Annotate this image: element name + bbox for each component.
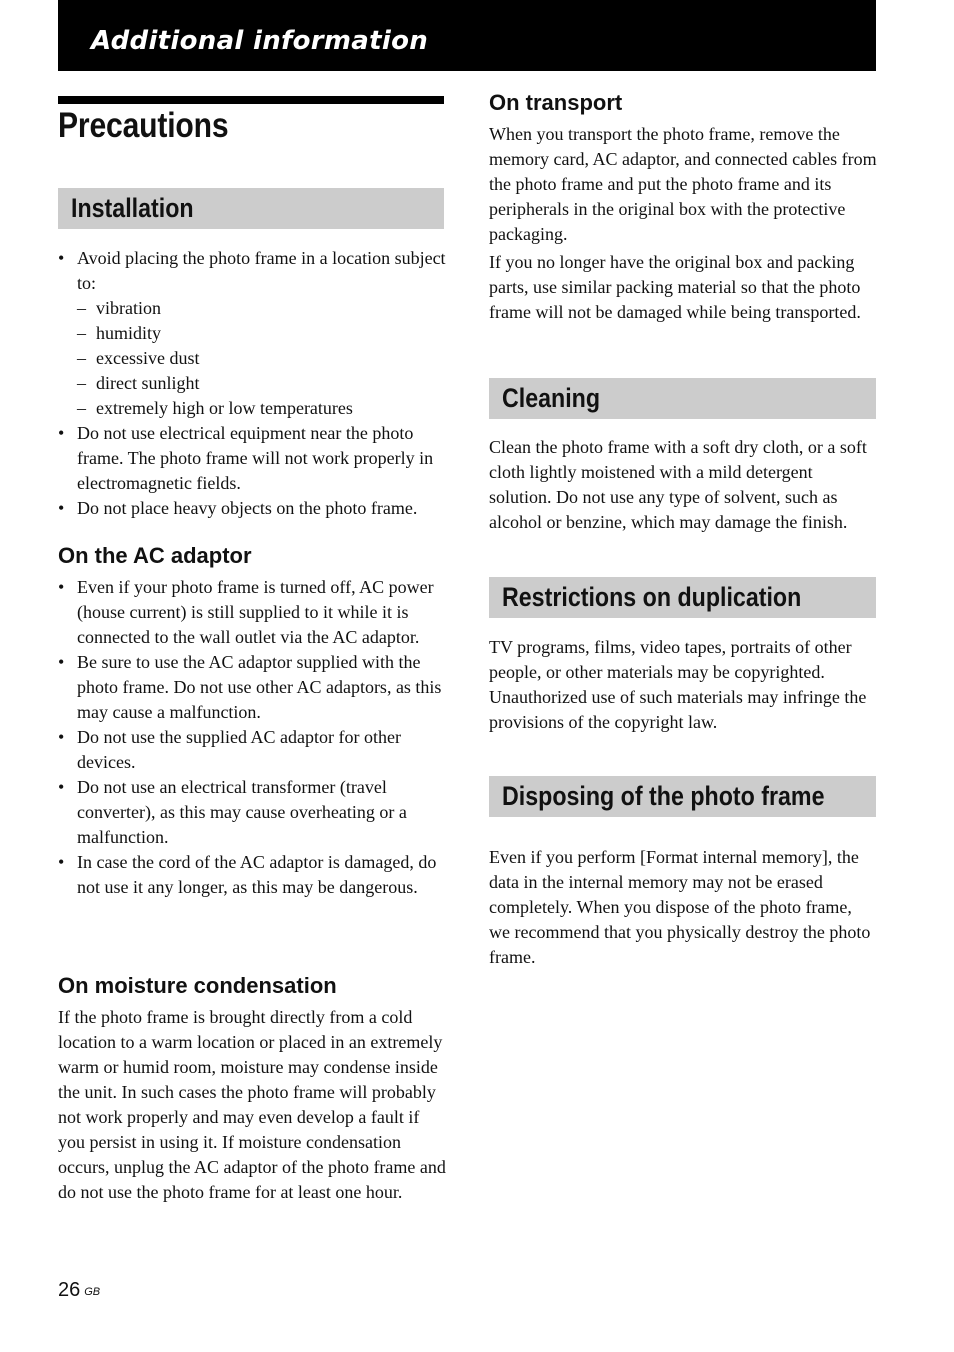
cleaning-paragraph: Clean the photo frame with a soft dry cloth, or a soft cloth lightly moistened with a mild detergent solution. Do not use any type of solvent, such as alcohol or benzine, which may damage the finish.: [489, 437, 867, 532]
transport-paragraph-1: When you transport the photo frame, remove the memory card, AC adaptor, and connected cables from the photo frame and put the photo frame and its peripherals in the original box with the protective packaging.: [489, 124, 877, 244]
sub-list-item: – extremely high or low temperatures: [77, 396, 446, 421]
subheading-ac-adaptor: On the AC adaptor: [58, 543, 252, 568]
list-item: • Do not place heavy objects on the photo frame.: [58, 496, 446, 521]
ac-adaptor-list: [58, 575, 446, 900]
list-item: • Even if your photo frame is turned off, AC power (house current) is still supplied to it while it is connected to the wall outlet via the AC adaptor.: [58, 575, 446, 650]
chapter-header-bar: [58, 0, 876, 71]
transport-paragraph-2: If you no longer have the original box and packing parts, use similar packing material so that the photo frame will not be damaged while being transported.: [489, 252, 861, 322]
sub-list-item: – vibration: [77, 296, 446, 321]
list-item: • Be sure to use the AC adaptor supplied with the photo frame. Do not use other AC adaptors, as this may cause a malfunction.: [58, 650, 446, 725]
region-code: GB: [84, 1286, 101, 1298]
chapter-title: Additional information: [91, 26, 429, 56]
subheading-moisture: On moisture condensation: [58, 973, 337, 998]
section-installation: [58, 188, 444, 229]
title-rule: [58, 96, 444, 104]
list-item-text: Avoid placing the photo frame in a location subject to:: [77, 248, 446, 293]
list-item: • Do not use the supplied AC adaptor for other devices.: [58, 725, 446, 775]
section-restrictions: [489, 577, 876, 618]
sub-list-item: – humidity: [77, 321, 446, 346]
installation-list: [58, 246, 446, 521]
disposing-paragraph: Even if you perform [Format internal memory], the data in the internal memory may not be erased completely. When you dispose of the photo frame, we recommend that you physically destroy the photo frame.: [489, 847, 871, 967]
sub-list-item: – excessive dust: [77, 346, 446, 371]
installation-sublist: [77, 296, 446, 421]
page-number-value: 26: [58, 1279, 81, 1301]
section-heading-installation: Installation: [71, 193, 194, 223]
sub-list-item: – direct sunlight: [77, 371, 446, 396]
list-item: • Do not use an electrical transformer (travel converter), as this may cause overheating or a malfunction.: [58, 775, 446, 850]
list-item: [58, 246, 446, 421]
restrictions-paragraph: TV programs, films, video tapes, portraits of other people, or other materials may be copyrighted. Unauthorized use of such materials may infringe the provisions of the copyright law.: [489, 637, 867, 732]
page-title: Precautions: [58, 106, 229, 145]
section-disposing: [489, 776, 876, 817]
section-cleaning: [489, 378, 876, 419]
section-heading-disposing: Disposing of the photo frame: [502, 781, 825, 811]
section-heading-cleaning: Cleaning: [502, 383, 601, 413]
list-item: • In case the cord of the AC adaptor is damaged, do not use it any longer, as this may be dangerous.: [58, 850, 446, 900]
subheading-transport: On transport: [489, 90, 623, 115]
page-number: [58, 1278, 100, 1302]
list-item: • Do not use electrical equipment near the photo frame. The photo frame will not work properly in electromagnetic fields.: [58, 421, 446, 496]
moisture-paragraph: If the photo frame is brought directly from a cold location to a warm location or placed in an extremely warm or humid room, moisture may condense inside the unit. In such cases the photo frame will probably not work properly and may even develop a fault if you persist in using it. If moisture condensation occurs, unplug the AC adaptor of the photo frame and do not use the photo frame for at least one hour.: [58, 1007, 446, 1202]
section-heading-restrictions: Restrictions on duplication: [502, 582, 802, 612]
